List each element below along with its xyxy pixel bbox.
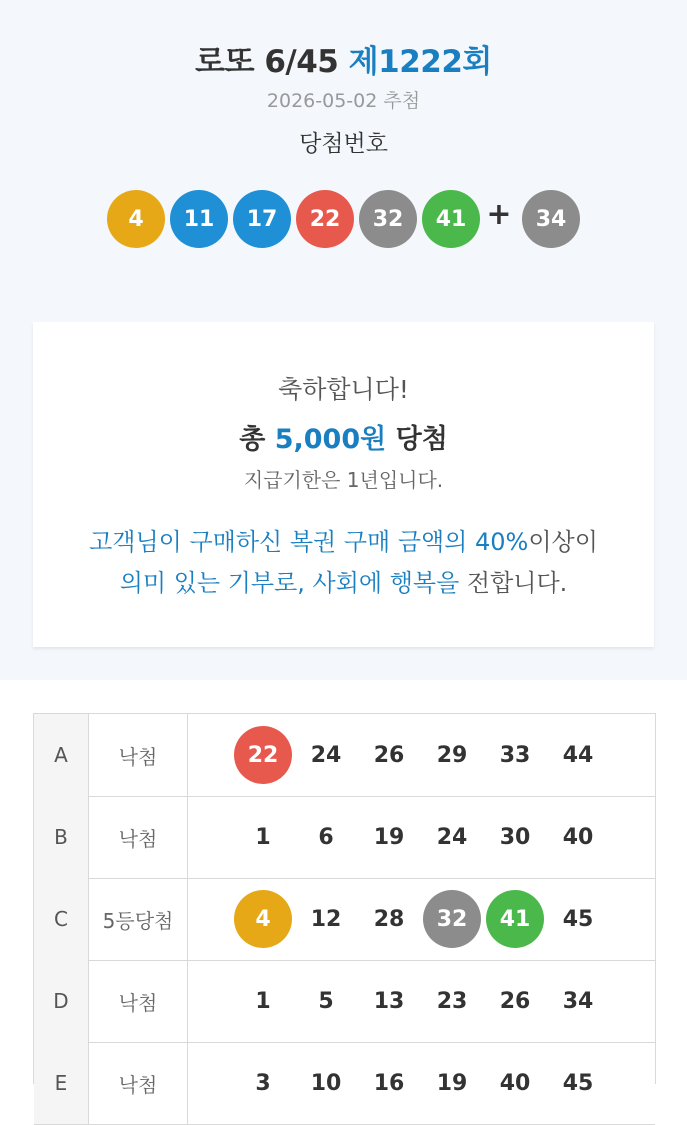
donation-highlight-1: 고객님이 구매하신 복권 구매 금액의 40%: [89, 528, 529, 556]
game-letter: B: [34, 796, 89, 878]
game-status: 낙첨: [89, 960, 188, 1042]
game-status: 5등당첨: [89, 878, 188, 960]
winning-ball: 4: [107, 190, 165, 248]
game-row: [34, 960, 655, 1043]
game-number: 40: [499, 1070, 531, 1096]
game-number: 1: [255, 988, 271, 1014]
page-title: [0, 36, 687, 81]
game-status: 낙첨: [89, 714, 188, 796]
prize-prefix: 총: [239, 424, 266, 455]
game-number: 33: [499, 742, 531, 768]
game-number: 19: [436, 1070, 468, 1096]
prize-text: [33, 417, 654, 456]
matched-number-ball: 41: [486, 890, 544, 948]
winning-ball: 22: [296, 190, 354, 248]
donation-rest-2: 전합니다.: [459, 569, 568, 597]
plus-sign: +: [486, 197, 512, 232]
bonus-ball: 34: [522, 190, 580, 248]
game-number: 5: [318, 988, 334, 1014]
matched-number-ball: 32: [423, 890, 481, 948]
winning-ball: 32: [359, 190, 417, 248]
game-status: 낙첨: [89, 1042, 188, 1124]
game-status: 낙첨: [89, 796, 188, 878]
game-number: 3: [255, 1070, 271, 1096]
game-number: 40: [562, 824, 594, 850]
draw-date: 2026-05-02 추첨: [266, 90, 421, 112]
purchased-games-table: [33, 713, 656, 1097]
game-row: [34, 796, 655, 879]
game-number: 26: [373, 742, 405, 768]
donation-rest-1: 이상이: [528, 528, 598, 556]
game-number: 12: [310, 906, 342, 932]
game-number: 24: [310, 742, 342, 768]
prize-suffix: 당첨: [395, 424, 448, 455]
game-row: [34, 714, 655, 797]
game-number: 13: [373, 988, 405, 1014]
game-number: 44: [562, 742, 594, 768]
game-number: 29: [436, 742, 468, 768]
round-number: 제1222회: [348, 44, 492, 80]
winning-ball: 11: [170, 190, 228, 248]
winning-numbers-label: 당첨번호: [299, 131, 388, 157]
game-number: 1: [255, 824, 271, 850]
game-number: 24: [436, 824, 468, 850]
game-number: 16: [373, 1070, 405, 1096]
game-row: [34, 1042, 655, 1125]
donation-message-line2: [33, 563, 654, 598]
game-number: 23: [436, 988, 468, 1014]
lotto-name: 로또 6/45: [195, 44, 339, 80]
game-number: 26: [499, 988, 531, 1014]
game-number: 30: [499, 824, 531, 850]
game-row: [34, 878, 655, 961]
game-number: 45: [562, 1070, 594, 1096]
matched-number-ball: 4: [234, 890, 292, 948]
game-number: 34: [562, 988, 594, 1014]
result-card: [33, 322, 654, 647]
payment-deadline: 지급기한은 1년입니다.: [243, 468, 444, 492]
matched-number-ball: 22: [234, 726, 292, 784]
prize-amount: 5,000원: [274, 424, 387, 455]
game-letter: A: [34, 714, 89, 796]
game-number: 6: [318, 824, 334, 850]
donation-highlight-2: 의미 있는 기부로, 사회에 행복을: [119, 569, 460, 597]
winning-ball: 17: [233, 190, 291, 248]
congrats-text: 축하합니다!: [278, 375, 409, 404]
game-letter: D: [34, 960, 89, 1042]
donation-message-line1: [33, 522, 654, 557]
game-letter: C: [34, 878, 89, 960]
game-number: 10: [310, 1070, 342, 1096]
game-number: 28: [373, 906, 405, 932]
winning-ball: 41: [422, 190, 480, 248]
game-letter: E: [34, 1042, 89, 1124]
game-number: 19: [373, 824, 405, 850]
game-number: 45: [562, 906, 594, 932]
